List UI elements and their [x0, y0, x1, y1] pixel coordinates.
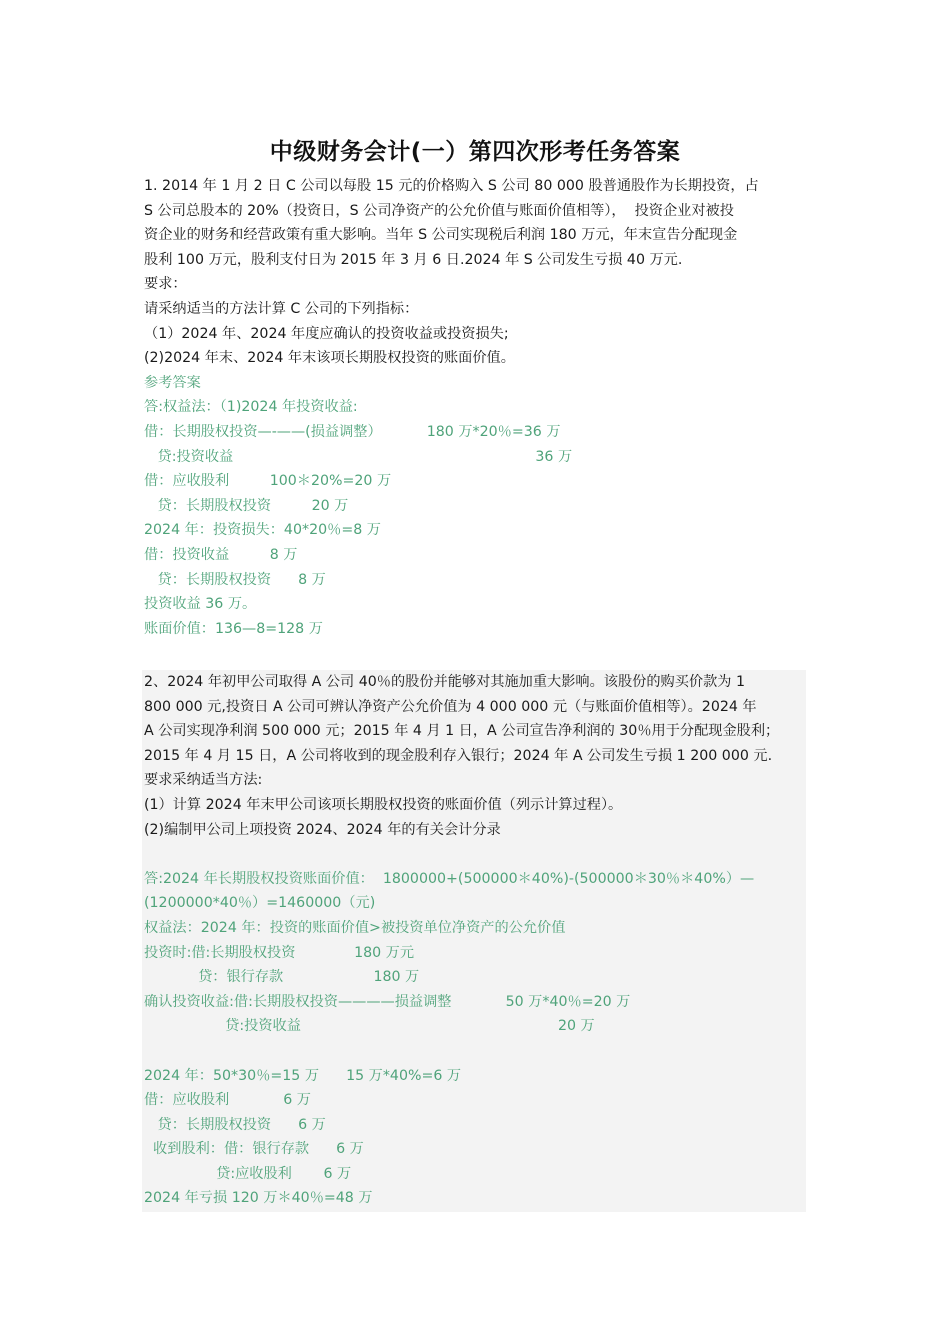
q2-answer-line: 权益法：2024 年：投资的账面价值>被投资单位净资产的公允价值	[144, 919, 566, 936]
q1-answer-line: 账面价值：136—8=128 万	[144, 620, 323, 637]
q1-answer-line: 贷:投资收益 36 万	[144, 448, 573, 465]
q2-answer-line: 收到股利：借：银行存款 6 万	[144, 1141, 364, 1158]
q2-answer-line: 投资时:借:长期股权投资 180 万元	[144, 944, 415, 961]
q1-answer-line: 借：应收股利 100＊20%=20 万	[144, 473, 392, 490]
q1-line: 股利 100 万元，股利支付日为 2015 年 3 月 6 日.2024 年 S 公司发生亏损 40 万元.	[144, 251, 683, 268]
q1-answer-line: 借：长期股权投资—-——(损益调整） 180 万*20％=36 万	[144, 423, 561, 440]
q2-answer-line: (1200000*40％）=1460000（元)	[144, 895, 376, 912]
q1-answer-line: 贷：长期股权投资 20 万	[144, 497, 349, 514]
q1-answer-line: 借：投资收益 8 万	[144, 546, 298, 563]
q2-line: (1）计算 2024 年末甲公司该项长期股权投资的账面价值（列示计算过程）。	[144, 796, 623, 813]
q1-answer-line: 投资收益 36 万。	[144, 596, 257, 613]
q1-answer-line: 参考答案	[144, 374, 201, 391]
q2-line: 2015 年 4 月 15 日，A 公司将收到的现金股利存入银行；2024 年 A 公司发生亏损 1 200 000 元.	[144, 747, 773, 764]
q2-line: A 公司实现净利润 500 000 元；2015 年 4 月 1 日，A 公司宣告净利润的 30％用于分配现金股利；	[144, 723, 780, 740]
q1-line: 资企业的财务和经营政策有重大影响。当年 S 公司实现税后利润 180 万元，年末宣告分配现金	[144, 227, 738, 244]
q1-line: 要求：	[144, 276, 187, 293]
q2-answer-line: 贷:应收股利 6 万	[144, 1165, 352, 1182]
q2-line: 800 000 元,投资日 A 公司可辨认净资产公允价值为 4 000 000 元（与账面价值相等）。2024 年	[144, 698, 757, 715]
q2-answer-line: 贷：银行存款 180 万	[144, 969, 420, 986]
q1-line: 请采纳适当的方法计算 C 公司的下列指标：	[144, 300, 419, 317]
question-1	[144, 174, 808, 641]
spacer	[144, 842, 808, 867]
q1-line: (2)2024 年末、2024 年末该项长期股权投资的账面价值。	[144, 350, 515, 367]
q2-answer-line: 答:2024 年长期股权投资账面价值： 1800000+(500000＊40%)-(500000＊30％＊40%）—	[144, 870, 755, 887]
document-title: 中级财务会计(一）第四次形考任务答案	[269, 139, 681, 165]
q2-answer-line: 贷：长期股权投资 6 万	[144, 1116, 326, 1133]
q1-answer-line: 贷：长期股权投资 8 万	[144, 571, 326, 588]
q2-answer-line: 2024 年亏损 120 万＊40％=48 万	[144, 1190, 373, 1207]
q1-answer-line: 答:权益法：（1)2024 年投资收益:	[144, 399, 358, 416]
q1-answer-line: 2024 年：投资损失：40*20％=8 万	[144, 522, 381, 539]
spacer	[144, 1039, 808, 1064]
q2-answer-line: 确认投资收益:借:长期股权投资————损益调整 50 万*40％=20 万	[144, 993, 631, 1010]
q2-answer-line: 借：应收股利 6 万	[144, 1092, 311, 1109]
q2-answer-line: 2024 年：50*30％=15 万 15 万*40%=6 万	[144, 1067, 462, 1084]
q2-line: (2)编制甲公司上项投资 2024、2024 年的有关会计分录	[144, 821, 501, 838]
q1-line: S 公司总股本的 20%（投资日，S 公司净资产的公允价值与账面价值相等）， 投资企业对被投	[144, 202, 734, 219]
q1-line: （1）2024 年、2024 年度应确认的投资收益或投资损失;	[144, 325, 509, 342]
q2-line: 要求采纳适当方法:	[144, 772, 263, 789]
question-2	[144, 670, 808, 1211]
q1-line: 1. 2014 年 1 月 2 日 C 公司以每股 15 元的价格购入 S 公司 80 000 股普通股作为长期投资，占	[144, 178, 759, 194]
q2-line: 2、2024 年初甲公司取得 A 公司 40％的股份并能够对其施加重大影响。该股份的购买价款为 1	[144, 674, 746, 690]
q2-answer-line: 贷:投资收益 20 万	[144, 1018, 595, 1035]
